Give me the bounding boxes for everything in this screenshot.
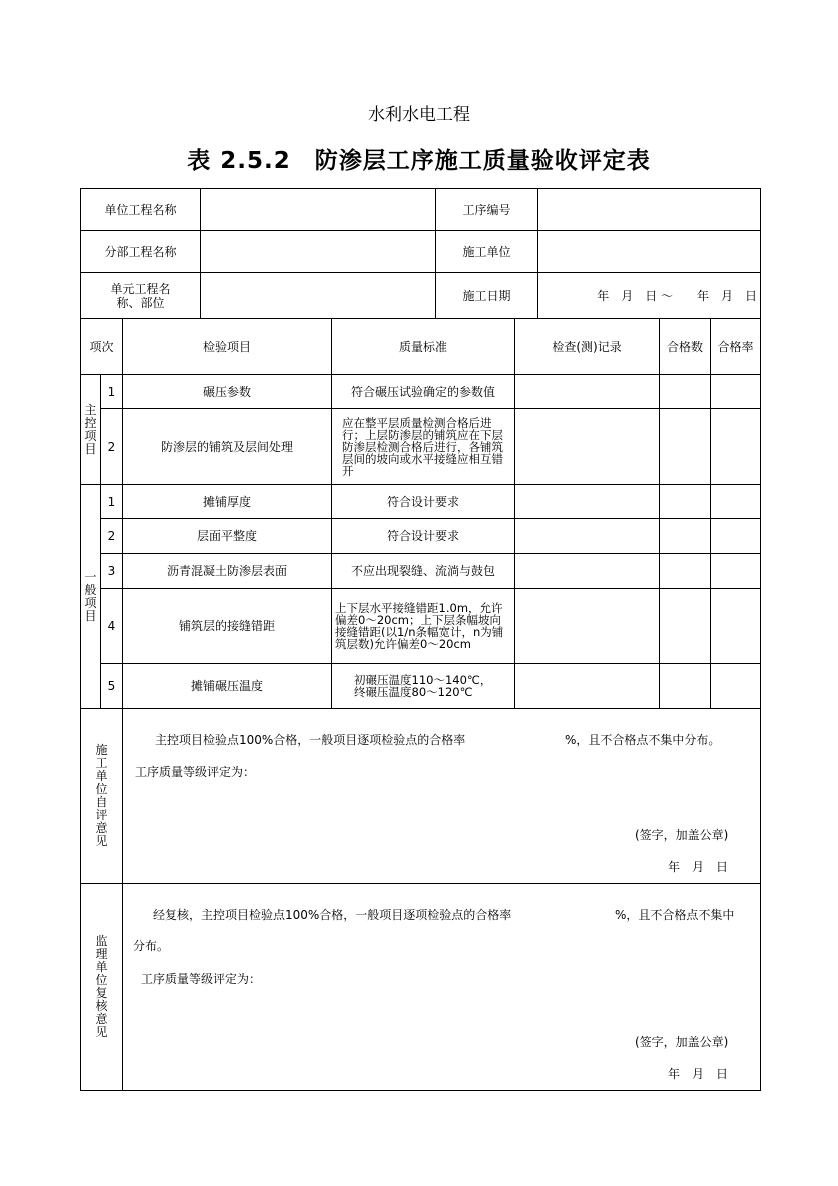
row-no: 2	[101, 519, 123, 554]
construction-date-label: 施工日期	[436, 273, 538, 319]
row-record[interactable]	[515, 375, 660, 409]
row-item: 摊铺厚度	[123, 485, 332, 519]
col-seq: 项次	[81, 319, 123, 375]
evaluation-table	[80, 188, 761, 1091]
row-standard: 上下层水平接缝错距1.0m，允许偏差0～20cm；上下层条幅坡向接缝错距(以1/n条幅宽计，n为铺筑层数)允许偏差0～20cm	[332, 589, 515, 664]
col-item: 检验项目	[123, 319, 332, 375]
construction-unit-field[interactable]	[538, 231, 761, 273]
row-record[interactable]	[515, 409, 660, 485]
row-no: 4	[101, 589, 123, 664]
self-eval-content[interactable]	[123, 709, 761, 884]
row-item: 层面平整度	[123, 519, 332, 554]
row-pass-count[interactable]	[660, 485, 711, 519]
row-standard: 符合碾压试验确定的参数值	[332, 375, 515, 409]
element-project-label: 单元工程名称、部位	[81, 273, 201, 319]
row-standard: 初碾压温度110～140℃，终碾压温度80～120℃	[332, 664, 515, 709]
supervisor-content[interactable]	[123, 884, 761, 1091]
row-no: 2	[101, 409, 123, 485]
form-title: 表 2.5.2 防渗层工序施工质量验收评定表	[187, 148, 651, 174]
self-eval-label-cell	[81, 709, 123, 884]
row-record[interactable]	[515, 664, 660, 709]
supervisor-line2: 工序质量等级评定为：	[141, 972, 262, 986]
row-pass-rate[interactable]	[711, 554, 761, 589]
row-pass-rate[interactable]	[711, 375, 761, 409]
row-standard: 符合设计要求	[332, 519, 515, 554]
subtitle: 水利水电工程	[368, 105, 470, 125]
main-items-label: 主控项目	[84, 402, 97, 456]
self-eval-sign: (签字，加盖公章)	[635, 828, 729, 842]
row-pass-count[interactable]	[660, 664, 711, 709]
supervisor-line1c: 分布。	[133, 939, 170, 953]
row-pass-count[interactable]	[660, 375, 711, 409]
supervisor-date: 年 月 日	[668, 1067, 729, 1081]
unit-project-label: 单位工程名称	[81, 189, 201, 231]
row-standard: 不应出现裂缝、流淌与鼓包	[332, 554, 515, 589]
self-eval-label: 施工单位自评意见	[95, 743, 108, 848]
row-pass-rate[interactable]	[711, 589, 761, 664]
element-project-field[interactable]	[201, 273, 436, 319]
process-no-label: 工序编号	[436, 189, 538, 231]
main-items-group	[81, 375, 101, 485]
row-pass-rate[interactable]	[711, 409, 761, 485]
row-item: 沥青混凝土防渗层表面	[123, 554, 332, 589]
division-project-label: 分部工程名称	[81, 231, 201, 273]
general-items-group	[81, 485, 101, 709]
general-items-label: 一般项目	[84, 569, 97, 623]
supervisor-label-cell	[81, 884, 123, 1091]
row-pass-rate[interactable]	[711, 485, 761, 519]
row-standard: 符合设计要求	[332, 485, 515, 519]
row-record[interactable]	[515, 485, 660, 519]
col-standard: 质量标准	[332, 319, 515, 375]
row-record[interactable]	[515, 554, 660, 589]
process-no-field[interactable]	[538, 189, 761, 231]
construction-unit-label: 施工单位	[436, 231, 538, 273]
division-project-field[interactable]	[201, 231, 436, 273]
row-pass-rate[interactable]	[711, 664, 761, 709]
row-item: 铺筑层的接缝错距	[123, 589, 332, 664]
row-item: 防渗层的铺筑及层间处理	[123, 409, 332, 485]
self-eval-line1: 主控项目检验点100%合格，一般项目逐项检验点的合格率	[155, 733, 466, 747]
row-pass-count[interactable]	[660, 519, 711, 554]
row-item: 碾压参数	[123, 375, 332, 409]
col-pass-rate: 合格率	[711, 319, 761, 375]
row-no: 1	[101, 485, 123, 519]
unit-project-field[interactable]	[201, 189, 436, 231]
supervisor-line1b: %，且不合格点不集中	[615, 908, 735, 922]
self-eval-line1b: %，且不合格点不集中分布。	[565, 733, 721, 747]
col-record: 检查(测)记录	[515, 319, 660, 375]
supervisor-label: 监理单位复核意见	[95, 934, 108, 1039]
supervisor-sign: (签字，加盖公章)	[635, 1035, 729, 1049]
row-no: 5	[101, 664, 123, 709]
self-eval-line2: 工序质量等级评定为：	[135, 765, 256, 779]
row-pass-count[interactable]	[660, 589, 711, 664]
row-no: 1	[101, 375, 123, 409]
row-pass-count[interactable]	[660, 409, 711, 485]
supervisor-line1: 经复核，主控项目检验点100%合格，一般项目逐项检验点的合格率	[153, 908, 512, 922]
row-pass-count[interactable]	[660, 554, 711, 589]
row-standard: 应在整平层质量检测合格后进行；上层防渗层的铺筑应在下层防渗层检测合格后进行，各铺筑层间的坡向或水平接缝应相互错开	[332, 409, 515, 485]
row-record[interactable]	[515, 519, 660, 554]
self-eval-date: 年 月 日	[668, 860, 729, 874]
row-no: 3	[101, 554, 123, 589]
row-record[interactable]	[515, 589, 660, 664]
row-item: 摊铺碾压温度	[123, 664, 332, 709]
construction-date-field[interactable]: 年 月 日 ～ 年 月 日	[538, 273, 761, 319]
row-pass-rate[interactable]	[711, 519, 761, 554]
col-pass-count: 合格数	[660, 319, 711, 375]
